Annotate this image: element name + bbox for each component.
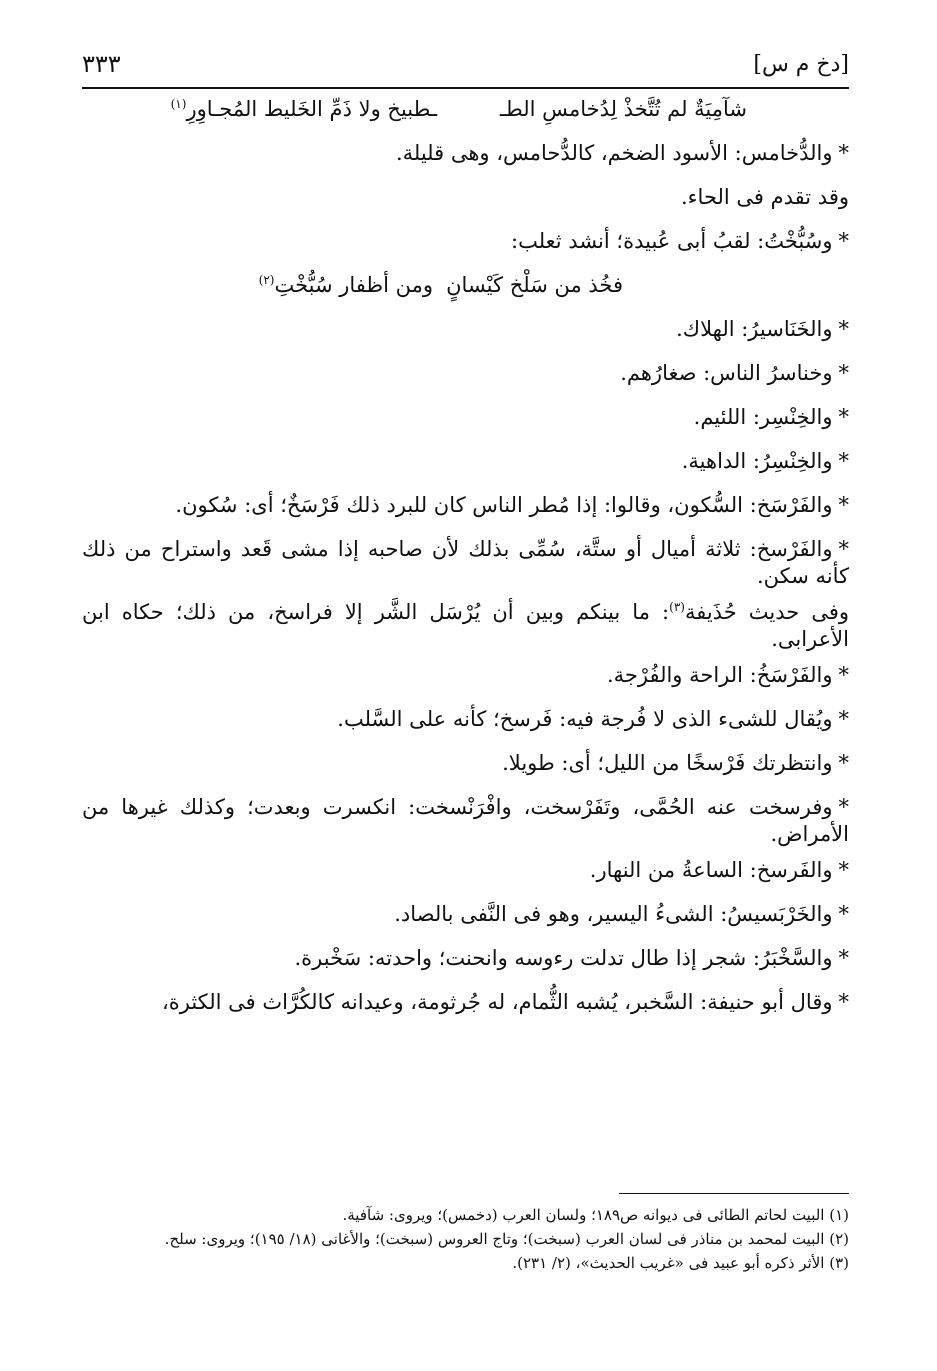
entry-marker: *	[838, 317, 849, 341]
entry-text: والفَرْسَخ: السُّكون، وقالوا: إذا مُطر الناس كان للبرد ذلك فَرْسَخٌ؛ أى: سُكون.	[175, 493, 833, 517]
entry-text: وقد تقدم فى الحاء.	[681, 185, 849, 209]
footnote-2: (٢) البيت لمحمد بن مناذر فى لسان العرب (سبخت)؛ وتاج العروس (سبخت)؛ والأغانى (١٨/ ١٩٥)؛ ويروى: سلح.	[164, 1230, 849, 1248]
verse-1	[82, 96, 767, 123]
entry-dukhamis	[82, 140, 849, 167]
entry-kharbasis	[82, 901, 849, 928]
page-body	[82, 96, 849, 1033]
entry-marker: *	[838, 493, 849, 517]
footnote-separator	[619, 1193, 849, 1194]
entry-marker: *	[838, 141, 849, 165]
entry-abu-hanifa	[82, 989, 849, 1016]
entry-text: ويُقال للشىء الذى لا فُرجة فيه: فَرسخ؛ كأنه على السَّلب.	[337, 707, 833, 731]
entry-khinsir-calamity	[82, 448, 849, 475]
verse-1-first-hemistich: شآمِيَةٌ لم تُتَّخذْ لِدُخامسِ الطـ	[499, 97, 747, 121]
entry-marker: *	[838, 858, 849, 882]
page-number: ٣٣٣	[82, 50, 121, 78]
verse-1-second-hemistich	[171, 96, 437, 123]
footnote-ref-1: (١)	[170, 97, 187, 111]
entry-marker: *	[838, 229, 849, 253]
entry-sakhbar	[82, 945, 849, 972]
entry-text: والدُّخامس: الأسود الضخم، كالدُّحامس، وهى قليلة.	[395, 141, 833, 165]
entry-khanasir	[82, 316, 849, 343]
entry-marker: *	[838, 751, 849, 775]
entry-marker: *	[838, 663, 849, 687]
entry-farsakh-rest	[82, 662, 849, 689]
entry-farsakh-fever	[82, 794, 849, 848]
entry-text: والخِنْسِر: اللئيم.	[693, 405, 833, 429]
entry-marker: *	[838, 405, 849, 429]
entry-text: والفَرْسخ: ثلاثة أميال أو ستَّة، سُمِّى بذلك لأن صاحبه إذا مشى قَعد واستراح من ذلك كأنه سكن.	[82, 537, 849, 588]
verse-2	[82, 272, 735, 299]
entry-marker: *	[838, 449, 849, 473]
entry-text: والفَرسخ: الساعةُ من النهار.	[589, 858, 833, 882]
verse-1-second-text: ـطبيخ ولا ذَمِّ الخَليط المُجـاوِرِ	[186, 97, 437, 121]
page-header	[82, 48, 849, 88]
verse-2-second-text: ومن أظفار سُبُّخْتِ	[274, 273, 433, 297]
entry-hadith-hudhayfa	[82, 599, 849, 653]
entry-farsakh-night	[82, 750, 849, 777]
entry-farsakh-distance	[82, 536, 849, 590]
header-rule	[82, 87, 849, 89]
entry-farsakh-hour	[82, 857, 849, 884]
footnote-ref-2: (٢)	[258, 273, 275, 287]
entry-khanasir-people	[82, 360, 849, 387]
entry-text: والسَّخْبَرُ: شجر إذا طال تدلت رءوسه وانحنت؛ واحدته: سَخْبرة.	[294, 946, 833, 970]
entry-text: وسُبُّخْتُ: لقبُ أبى عُبيدة؛ أنشد ثعلب:	[511, 229, 833, 253]
entry-marker: *	[838, 537, 849, 561]
entry-marker: *	[838, 990, 849, 1014]
entry-khinsir	[82, 404, 849, 431]
entry-marker: *	[838, 707, 849, 731]
entry-marker: *	[838, 795, 849, 819]
footnotes	[82, 1203, 849, 1275]
entry-subukht	[82, 228, 849, 255]
entry-text-continued: : ما بينكم وبين أن يُرْسَل الشَّر إلا فراسخ، من ذلك؛ حكاه ابن الأعرابى.	[82, 600, 849, 651]
entry-text: والخَرْبَسيسُ: الشىءُ اليسير، وهو فى النَّفى بالصاد.	[394, 902, 833, 926]
entry-text: والفَرْسَخُ: الراحة والفُرْجة.	[606, 663, 833, 687]
entry-marker: *	[838, 946, 849, 970]
entry-cross-reference	[82, 184, 849, 211]
verse-2-first-hemistich: فخُذ من سَلْخ كَيْسانٍ	[446, 273, 623, 297]
entry-farsakh-stillness	[82, 492, 849, 519]
entry-text: وانتظرتك فَرْسخًا من الليل؛ أى: طويلا.	[502, 751, 833, 775]
footnote-1: (١) البيت لحاتم الطائى فى ديوانه ص١٨٩؛ ولسان العرب (دخمس)؛ ويروى: شآفية.	[342, 1206, 849, 1224]
entry-marker: *	[838, 902, 849, 926]
entry-text: وخناسرُ الناس: صغارُهم.	[620, 361, 833, 385]
verse-2-second-hemistich	[259, 272, 433, 299]
footnote-3: (٣) الأثر ذكره أبو عبيد فى «غريب الحديث»، (٢/ ٢٣١).	[512, 1254, 849, 1272]
entry-text: وقال أبو حنيفة: السَّخبر، يُشبه الثُّمام، له جُرثومة، وعيدانه كالكُرَّاث فى الكثرة،	[161, 990, 833, 1014]
entry-text: والخِنْسِرُ: الداهية.	[681, 449, 833, 473]
entry-marker: *	[838, 361, 849, 385]
entry-text: وفى حديث حُذَيفة	[684, 600, 850, 624]
entry-text: والخَنَاسيرُ: الهلاك.	[676, 317, 833, 341]
entry-farsakh-no-gap	[82, 706, 849, 733]
section-heading: [دخ م س]	[753, 52, 849, 77]
entry-text: وفرسخت عنه الحُمَّى، وتَفَرْسخت، وافْرَنْسخت: انكسرت وبعدت؛ وكذلك غيرها من الأمراض.	[82, 795, 849, 846]
footnote-ref-3: (٣)	[669, 600, 685, 614]
